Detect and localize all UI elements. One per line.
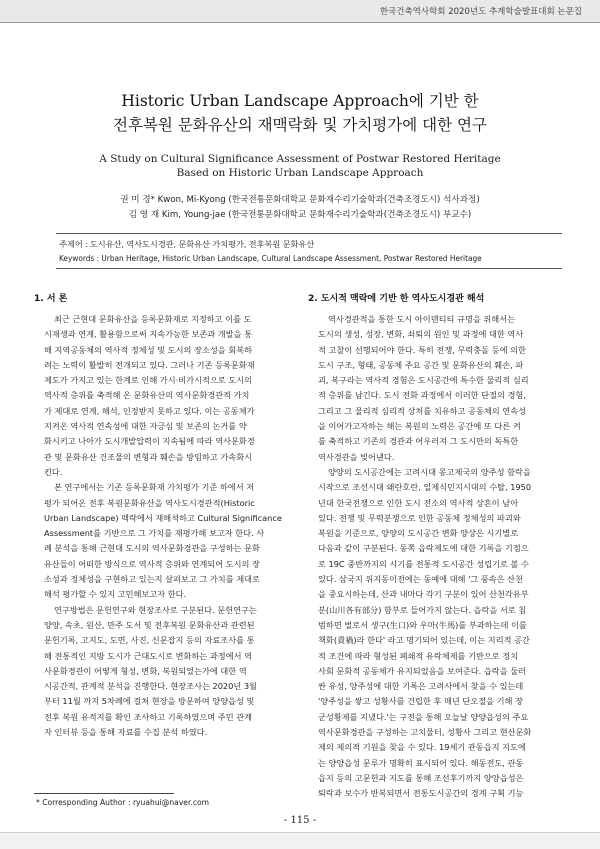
text-line: 분(山川各有部分) 함부로 들어가지 않는다. 읍락을 서로 침 bbox=[318, 604, 527, 615]
text-line: 지켜온 역사적 연속성에 대한 자긍심 및 보존의 논거를 약 bbox=[44, 421, 247, 432]
keywords-box bbox=[56, 233, 562, 269]
section-heading-introduction: 1. 서 론 bbox=[34, 294, 68, 304]
bottom-band bbox=[0, 832, 600, 849]
text-line: '양주성을 쌓고 성황사를 건립한 후 매년 단오절을 기해 장 bbox=[318, 696, 523, 707]
text-line: 을 중요시하는데, 산과 내마다 각기 구분이 있어 산천각유부 bbox=[318, 589, 529, 600]
right-column bbox=[308, 292, 558, 802]
text-line: 소성과 정체성을 구현하고 있는지 살펴보고 그 가치를 제대로 bbox=[44, 574, 260, 585]
text-line: 군성황제를 지냈다.'는 구전을 통해 오늘날 양양읍성의 주요 bbox=[318, 711, 529, 722]
text-line: 싼 유성, 양주성에 대한 기록은 고려사에서 찾을 수 있는데 bbox=[318, 681, 524, 692]
text-line: 적 고찰이 선행되어야 한다. 특히 전쟁, 무력충돌 등에 의한 bbox=[318, 344, 526, 355]
text-line: 읍지 등의 고문헌과 지도를 통해 조선후기까지 양양읍성은 bbox=[318, 772, 524, 783]
text-line: 책화(責禍)라 한다' 라고 명기되어 있는데, 이는 지리적 공간 bbox=[318, 635, 530, 646]
text-line: 그리고 그 물리적 심리적 상처를 치유하고 공동체의 연속성 bbox=[318, 405, 527, 416]
left-paragraph-1 bbox=[44, 312, 284, 480]
text-line: 복원을 기준으로, 양양의 도시공간 변화 양상은 시기별로 bbox=[318, 528, 519, 539]
text-line: 도시의 생성, 성장, 변화, 쇠퇴의 원인 및 과정에 대한 역사 bbox=[318, 329, 524, 340]
title-line-2: 전후복원 문화유산의 재맥락화 및 가치평가에 대한 연구 bbox=[113, 116, 487, 134]
text-line: 해 전통적인 지방 도시가 근대도시로 변화하는 과정에서 역 bbox=[44, 650, 253, 661]
text-line: 적 층위를 남긴다. 도시 전화 과정에서 이러한 단절의 경험, bbox=[318, 390, 526, 401]
text-line: 제도가 가지고 있는 한계로 인해 가시·비가시적으로 도시의 bbox=[44, 375, 253, 386]
text-line: 양양, 속초, 원산, 만주 도서 및 전후복원 문화유산과 관련된 bbox=[44, 619, 255, 630]
footnote-rule bbox=[34, 793, 174, 794]
text-line: Assessment를 기반으로 그 가치를 재평가해 보고자 한다. 사 bbox=[44, 528, 265, 539]
text-line: 최근 근현대 문화유산을 등록문화재로 지정하고 이를 도 bbox=[54, 314, 252, 324]
text-line: 해 지역공동체의 역사적 정체성 및 도시의 장소성을 회복하 bbox=[44, 344, 253, 355]
subtitle-line-1: A Study on Cultural Significance Assessment of Postwar Restored Heritage bbox=[99, 153, 501, 165]
text-line: 있다. 삼국지 위지동이전에는 동예에 대해 '그 풍속은 산천 bbox=[318, 574, 523, 585]
text-line: 례 분석을 통해 근현대 도시의 역사문화경관을 구성하는 문화 bbox=[44, 543, 260, 554]
author-1: 권 미 경* Kwon, Mi-Kyong (한국전통문화대학교 문화재수리기술학과(건축조경도시) 석사과정) bbox=[120, 195, 480, 205]
text-line: 제의 제의적 기원을 찾을 수 있다. 19세기 관동읍지 지도에 bbox=[318, 742, 526, 753]
text-line: 사문화경관이 어떻게 형성, 변화, 복원되었는가에 대한 역 bbox=[44, 665, 247, 676]
text-line: 시공간적, 관계적 분석을 진행한다. 현장조사는 2020년 3월 bbox=[44, 681, 257, 692]
text-line: 문헌기록, 고지도, 도면, 사진, 신문잡지 등의 자료조사를 통 bbox=[44, 635, 255, 646]
text-line: 양양의 도시공간에는 고려시대 몽고제국의 양주성 함락을 bbox=[328, 466, 531, 477]
text-line: 시재생과 연계, 활용함으로써 지속가능한 보존과 개발을 통 bbox=[44, 329, 253, 340]
left-paragraph-3 bbox=[44, 603, 284, 741]
text-line: 자 인터뷰 등을 통해 자료를 수집 분석 하였다. bbox=[44, 727, 208, 738]
keywords-korean: 주제어 : 도시유산, 역사도시경관, 문화유산 가치평가, 전후복원 문화유산 bbox=[59, 239, 315, 249]
text-line: 관 및 문화유산 건조물의 변형과 훼손을 방임하고 가속화시 bbox=[44, 451, 253, 462]
text-line: 퇴락과 보수가 반복되면서 전통도시공간의 경계 구획 기능 bbox=[318, 788, 524, 799]
text-line: 적 조건에 따라 형성된 폐쇄적 유락체제를 기반으로 정치 bbox=[318, 650, 519, 661]
text-line: 괴, 복구라는 역사적 경험은 도시공간에 특수한 물리적 심리 bbox=[318, 375, 529, 386]
text-line: 사회 문화적 공동체가 유지되었음을 보여준다. 읍락을 둘러 bbox=[318, 665, 527, 676]
right-paragraph-1 bbox=[318, 312, 558, 465]
author-2: 김 영 재 Kim, Young-jae (한국전통문화대학교 문화재수리기술학과(건축조경도시) 부교수) bbox=[128, 210, 472, 220]
title-line-1: Historic Urban Landscape Approach에 기반 한 bbox=[121, 92, 479, 110]
text-line: 시작으로 조선시대 왜란호란, 일제식민지시대의 수탈, 1950 bbox=[318, 482, 532, 493]
text-line: 역사경관을 빚어낸다. bbox=[318, 451, 395, 462]
text-line: 있다. 전쟁 및 무력분쟁으로 인한 공동체 정체성의 파괴와 bbox=[318, 512, 521, 523]
page-number: - 115 - bbox=[283, 815, 317, 826]
text-line: 역사적 층위를 축적해 온 문화유산의 역사문화경관적 가치 bbox=[44, 390, 250, 401]
text-line: 킨다. bbox=[44, 466, 63, 477]
text-line: 가 제대로 연계, 해석, 인정받지 못하고 있다. 이는 공동체가 bbox=[44, 405, 255, 416]
text-line: Urban Landscape) 맥락에서 재해석하고 Cultural Significance bbox=[44, 512, 282, 523]
text-line: 범하면 벌로서 생구(生口)와 우마(牛馬)를 부과하는데 이를 bbox=[318, 619, 527, 630]
text-line: 전후 복원 유적지를 확인 조사하고 기록하였으며 주민 관계 bbox=[44, 711, 253, 722]
left-column bbox=[34, 292, 284, 740]
text-line: 는 양양읍성 문루가 명확히 표시되어 있다. 해동전도, 관동 bbox=[318, 757, 524, 768]
header-band bbox=[0, 0, 600, 23]
text-line: 부터 11월 까지 5차례에 걸쳐 현장을 방문하여 양양읍성 및 bbox=[44, 696, 255, 707]
right-paragraph-2 bbox=[318, 465, 558, 802]
text-line: 연구방법은 문헌연구와 현장조사로 구분된다. 문헌연구는 bbox=[54, 604, 257, 615]
keywords-english: Keywords : Urban Heritage, Historic Urban Landscape, Cultural Landscape Assessment, Postwar Restored Heritage bbox=[59, 253, 482, 263]
text-line: 을 이어가고자하는 해는 복원의 노력은 공간에 또 다른 켜 bbox=[318, 421, 521, 432]
text-line: 를 축적하고 기존의 경관과 어우러져 그 도시만의 독특한 bbox=[318, 436, 519, 447]
text-line: 도시 구조, 형태, 공동체 주요 공간 및 문화유산의 훼손, 파 bbox=[318, 359, 524, 370]
text-line: 려는 노력이 활발히 전개되고 있다. 그러나 기존 등록문화재 bbox=[44, 359, 255, 370]
conference-name: 한국건축역사학회 2020년도 추계학술발표대회 논문집 bbox=[379, 7, 582, 17]
text-line: 역사경관적을 통한 도시 아이덴티티 규명을 위해서는 bbox=[328, 314, 516, 324]
text-line: 유산들이 어떠한 방식으로 역사적 층위와 연계되어 도시의 장 bbox=[44, 558, 260, 569]
footnote: * Corresponding Author : ryuahui@naver.com bbox=[36, 798, 210, 807]
subtitle-line-2: Based on Historic Urban Landscape Approach bbox=[176, 167, 424, 179]
text-line: 역사문화경관을 구성하는 고치물터, 성황사 그리고 현산문화 bbox=[318, 727, 532, 738]
text-line: 다음과 같이 구분된다. 동쪽 읍락제도에 대한 기록을 기점으 bbox=[318, 543, 529, 554]
left-paragraph-2 bbox=[44, 480, 284, 602]
text-line: 본 연구에서는 기존 등록문화재 가치평가 기준 하에서 저 bbox=[54, 482, 255, 493]
text-line: 해석 평가할 수 있지 고민해보고자 한다. bbox=[44, 589, 187, 600]
text-line: 화시키고 나아가 도시개발압력이 지속됨에 따라 역사문화경 bbox=[44, 436, 255, 447]
text-line: 평가 되어온 전후 복원문화유산을 역사도시경관적(Historic bbox=[44, 497, 255, 508]
section-heading-urban-context: 2. 도시적 맥락에 기반 한 역사도시경관 해석 bbox=[308, 294, 485, 304]
text-line: 로 19C 중반까지의 시기를 전통적 도시공간 성립기로 볼 수 bbox=[318, 558, 529, 569]
text-line: 년대 한국전쟁으로 인한 도시 전소의 역사적 상흔이 남아 bbox=[318, 497, 519, 508]
